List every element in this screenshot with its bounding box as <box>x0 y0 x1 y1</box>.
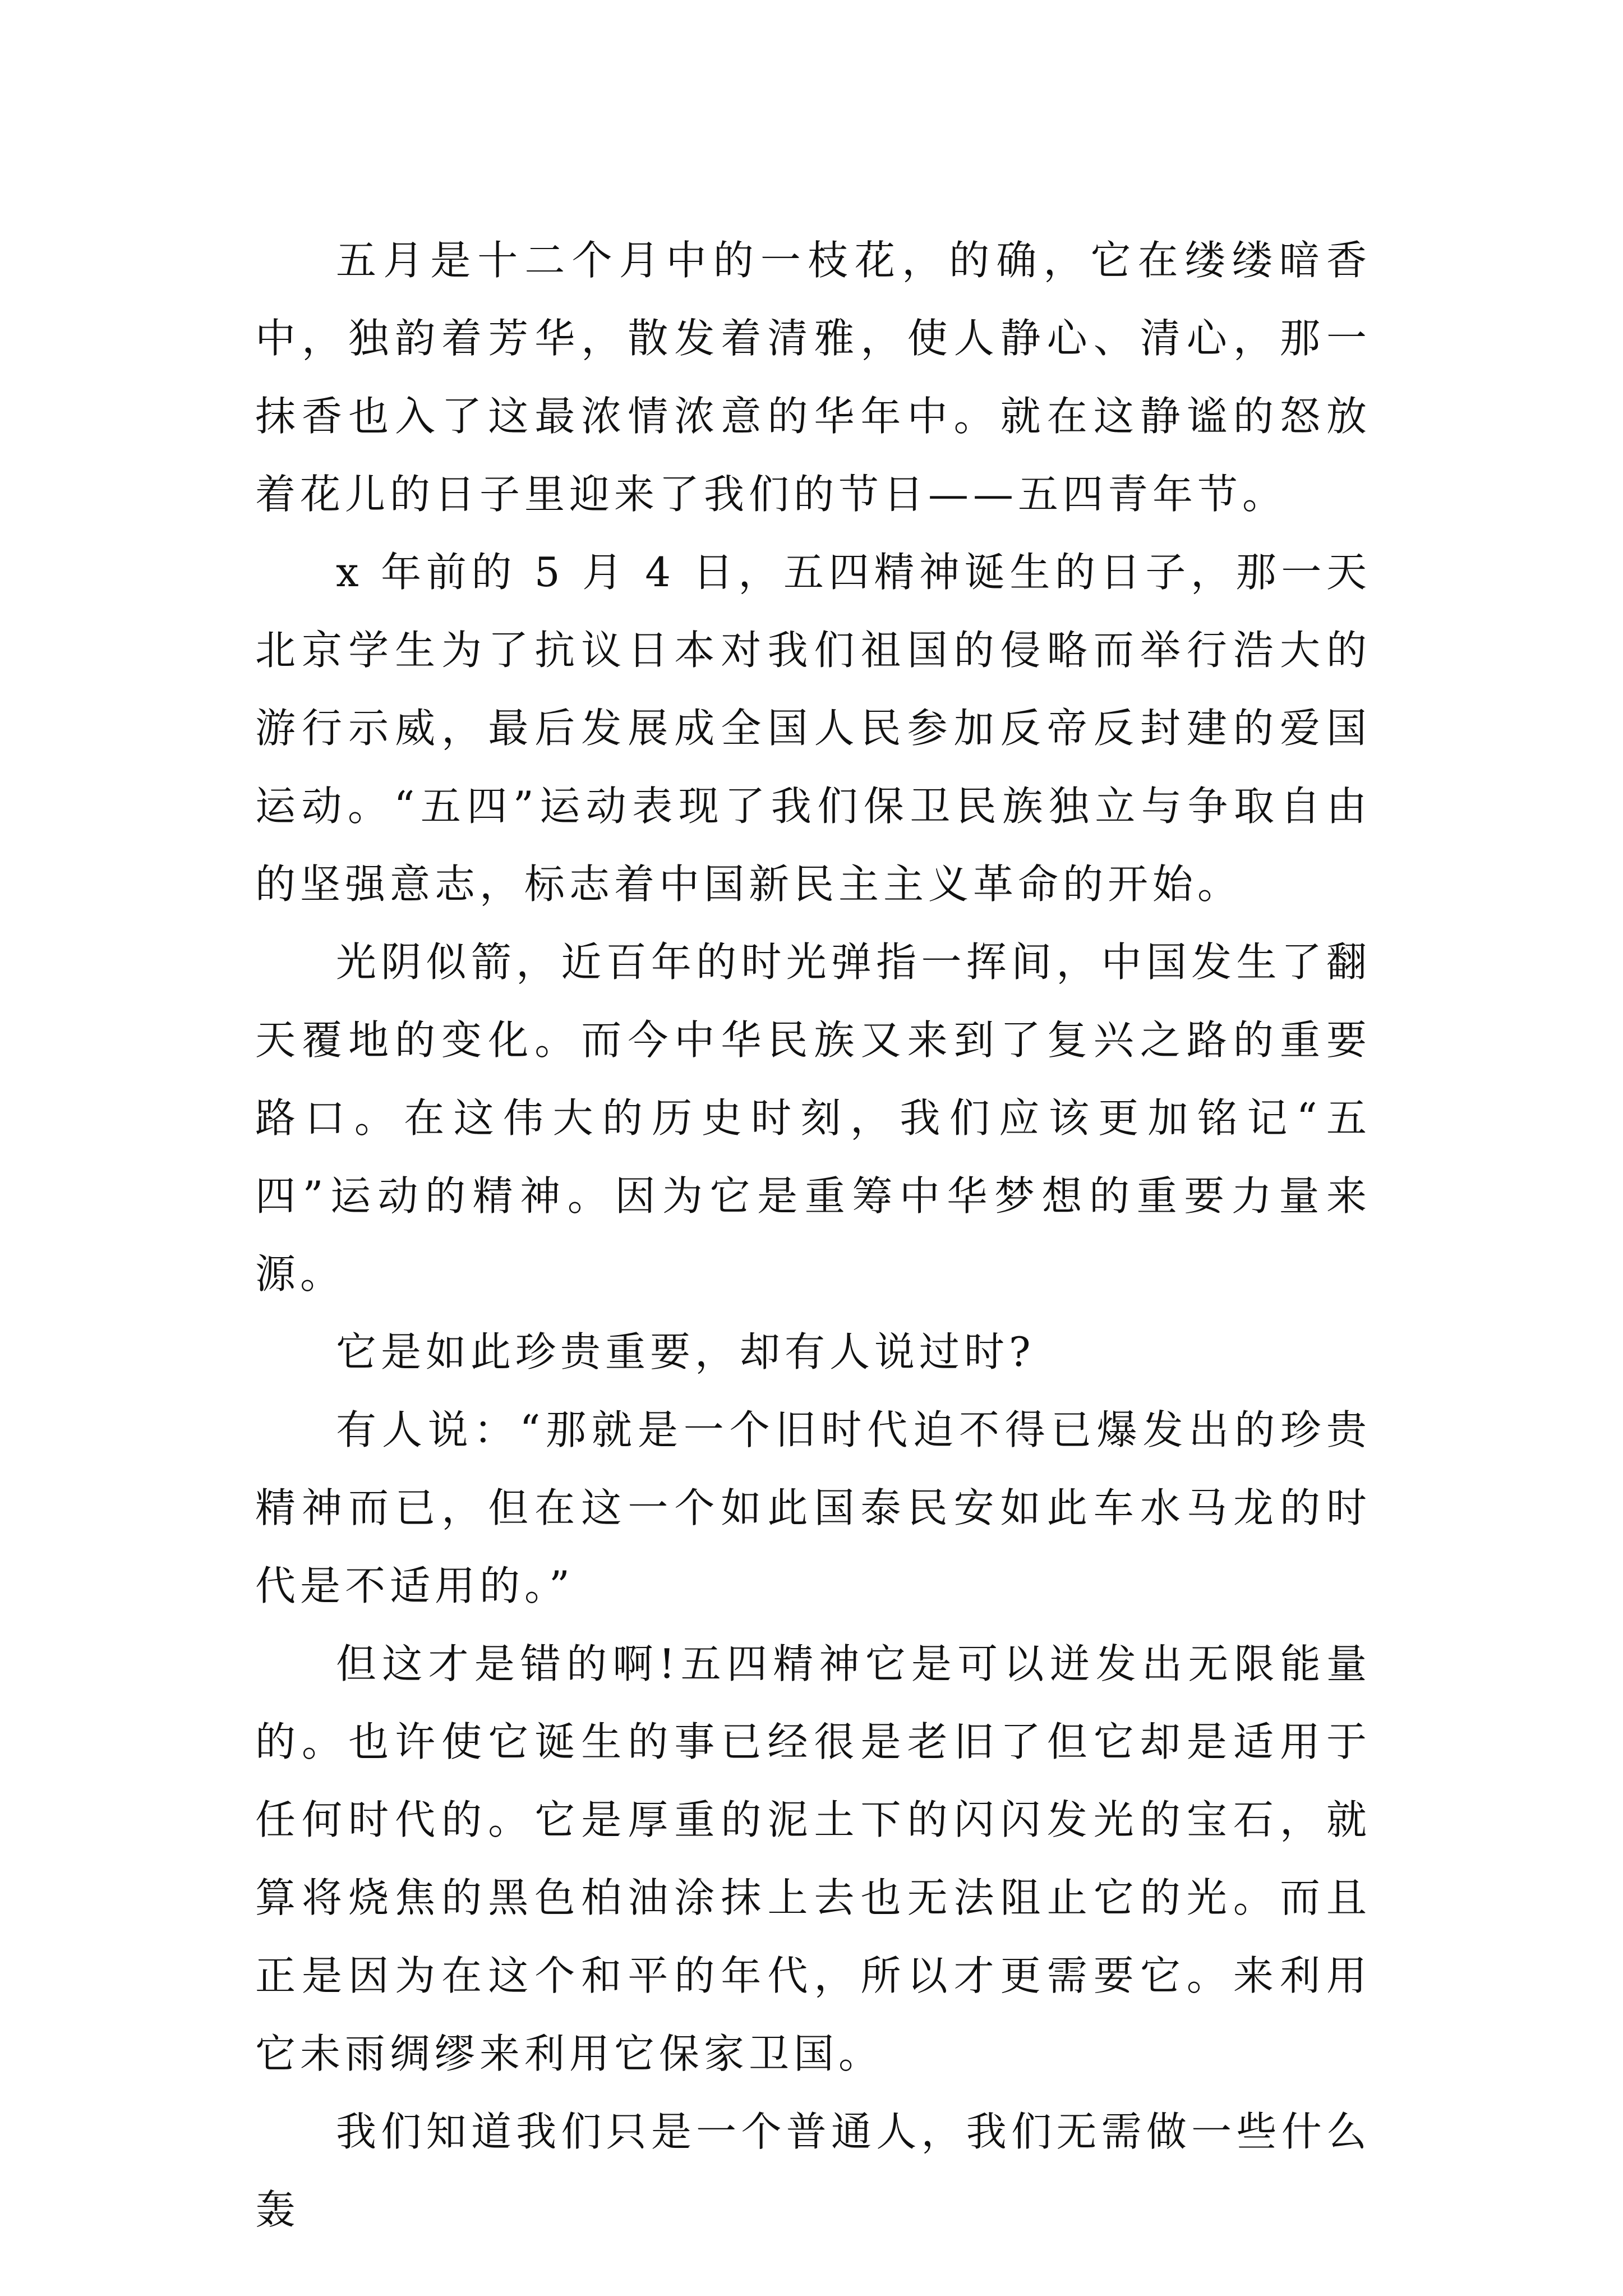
paragraph-6: 但这才是错的啊!五四精神它是可以迸发出无限能量的。也许使它诞生的事已经很是老旧了但它却是适用于任何时代的。它是厚重的泥土下的闪闪发光的宝石，就算将烧焦的黑色柏油涂抹上去也无法阻止它的光。而且正是因为在这个和平的年代，所以才更需要它。来利用它未雨绸缪来利用它保家卫国。 <box>255 1640 1371 2077</box>
paragraph-7: 我们知道我们只是一个普通人，我们无需做一些什么轰 <box>255 2108 1371 2233</box>
paragraph-4: 它是如此珍贵重要，却有人说过时? <box>336 1328 1035 1375</box>
paragraph-1: 五月是十二个月中的一枝花，的确，它在缕缕暗香中，独韵着芳华，散发着清雅，使人静心、清心，那一抹香也入了这最浓情浓意的华年中。就在这静谧的怒放着花儿的日子里迎来了我们的节日——五四青年节。 <box>255 237 1371 518</box>
document-body <box>255 222 1371 2249</box>
paragraph-2: x 年前的 5 月 4 日，五四精神诞生的日子，那一天北京学生为了抗议日本对我们祖国的侵略而举行浩大的游行示威，最后发展成全国人民参加反帝反封建的爱国运动。“五四”运动表现了我们保卫民族独立与争取自由的坚强意志，标志着中国新民主主义革命的开始。 <box>255 549 1371 908</box>
paragraph-3: 光阴似箭，近百年的时光弹指一挥间，中国发生了翻天覆地的变化。而今中华民族又来到了复兴之路的重要路口。在这伟大的历史时刻，我们应该更加铭记“五四”运动的精神。因为它是重筹中华梦想的重要力量来源。 <box>255 938 1371 1297</box>
paragraph-5: 有人说：“那就是一个旧时代迫不得已爆发出的珍贵精神而已，但在这一个如此国泰民安如此车水马龙的时代是不适用的。” <box>255 1406 1371 1609</box>
